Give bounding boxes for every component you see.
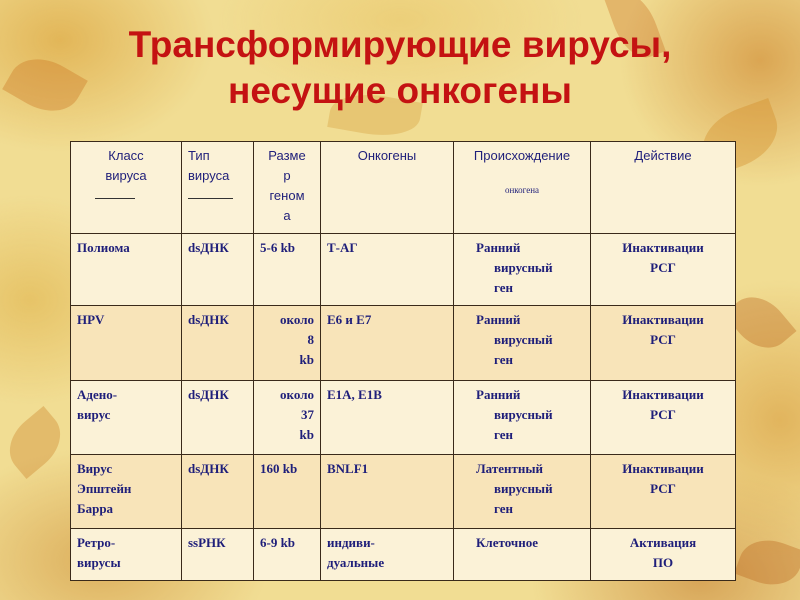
cell-action-line: Инактивации <box>622 386 704 402</box>
cell-oncogenes-line: дуальные <box>327 555 385 571</box>
table-row <box>71 454 736 528</box>
table-header-row <box>71 142 736 234</box>
cell-action <box>591 529 736 581</box>
cell-origin-line: ген <box>494 500 513 516</box>
cell-virus-type <box>182 380 254 454</box>
cell-genome-size <box>254 380 321 454</box>
cell-origin-line: вирусный <box>494 332 553 348</box>
cell-action-line: ПО <box>652 555 674 571</box>
cell-origin <box>454 454 591 528</box>
cell-action-line: РСГ <box>650 332 676 348</box>
cell-virus-type-line: dsДНК <box>188 239 229 255</box>
cell-origin <box>454 529 591 581</box>
table-body <box>71 233 736 580</box>
cell-origin <box>454 233 591 305</box>
cell-origin-line: ген <box>494 279 513 295</box>
cell-origin <box>454 380 591 454</box>
header-oncogenes: Онкогены <box>321 142 454 234</box>
cell-genome-size <box>254 454 321 528</box>
header-action: Действие <box>591 142 736 234</box>
cell-oncogenes <box>321 380 454 454</box>
cell-genome-size-line: kb <box>299 426 314 442</box>
table-row <box>71 380 736 454</box>
viruses-table <box>70 141 736 581</box>
cell-oncogenes <box>321 306 454 380</box>
header-virus-type: Тип вируса <box>182 142 254 234</box>
cell-origin-line: ген <box>494 352 513 368</box>
cell-origin-line: ген <box>494 426 513 442</box>
cell-action-line: РСГ <box>650 259 676 275</box>
cell-virus-class <box>71 306 182 380</box>
table-row <box>71 306 736 380</box>
cell-genome-size <box>254 306 321 380</box>
cell-oncogenes-line: Т-АГ <box>327 239 358 255</box>
cell-oncogenes-line: E1A, E1B <box>327 386 382 402</box>
cell-action-line: Инактивации <box>622 239 704 255</box>
cell-virus-type <box>182 306 254 380</box>
table-row <box>71 529 736 581</box>
cell-origin-line: Латентный <box>476 460 544 476</box>
cell-virus-class <box>71 233 182 305</box>
header-origin: Происхождение онкогена <box>454 142 591 234</box>
cell-virus-type-line: dsДНК <box>188 460 229 476</box>
cell-origin-line: вирусный <box>494 259 553 275</box>
cell-virus-class <box>71 454 182 528</box>
cell-oncogenes <box>321 233 454 305</box>
cell-virus-type-line: ssРНК <box>188 535 226 551</box>
header-virus-class: Класс вируса <box>71 142 182 234</box>
cell-virus-type <box>182 454 254 528</box>
cell-origin-line: Ранний <box>476 386 521 402</box>
cell-genome-size <box>254 529 321 581</box>
cell-virus-type-line: dsДНК <box>188 312 229 328</box>
cell-virus-class <box>71 529 182 581</box>
cell-action-line: Активация <box>629 535 697 551</box>
cell-virus-class-line: Полиома <box>77 239 130 255</box>
cell-action-line: Инактивации <box>622 312 704 328</box>
cell-oncogenes <box>321 529 454 581</box>
cell-action <box>591 454 736 528</box>
cell-genome-size-line: около <box>280 386 314 402</box>
header-origin-sub: онкогена <box>504 185 540 195</box>
cell-virus-type <box>182 233 254 305</box>
slide-title <box>0 22 800 114</box>
autumn-leaf-decoration <box>734 531 800 594</box>
cell-origin-line: вирусный <box>494 406 553 422</box>
header-genome-size: Разме р геном а <box>254 142 321 234</box>
cell-virus-class-line: вирусы <box>77 555 121 571</box>
autumn-leaf-decoration <box>0 406 72 479</box>
cell-action <box>591 233 736 305</box>
cell-virus-class-line: Барра <box>77 500 114 516</box>
cell-action <box>591 380 736 454</box>
cell-origin-line: Клеточное <box>476 535 538 551</box>
cell-oncogenes-line: Е6 и Е7 <box>327 312 372 328</box>
cell-origin <box>454 306 591 380</box>
cell-genome-size-line: 8 <box>307 332 314 348</box>
cell-virus-type-line: dsДНК <box>188 386 229 402</box>
cell-oncogenes <box>321 454 454 528</box>
cell-genome-size-line: 6-9 kb <box>260 535 296 551</box>
cell-genome-size-line: 37 <box>301 406 314 422</box>
cell-genome-size-line: около <box>280 312 314 328</box>
cell-virus-class-line: вирус <box>77 406 111 422</box>
cell-genome-size-line: kb <box>299 352 314 368</box>
cell-origin-line: Ранний <box>476 312 521 328</box>
cell-virus-class-line: Адено- <box>77 386 118 402</box>
cell-virus-class <box>71 380 182 454</box>
cell-action-line: РСГ <box>650 406 676 422</box>
cell-action-line: РСГ <box>650 480 676 496</box>
cell-virus-class-line: HPV <box>77 312 105 328</box>
cell-virus-class-line: Вирус <box>77 460 113 476</box>
cell-oncogenes-line: индиви- <box>327 535 375 551</box>
cell-genome-size-line: 160 kb <box>260 460 298 476</box>
title-line-2: несущие онкогены <box>228 70 572 111</box>
cell-action-line: Инактивации <box>622 460 704 476</box>
cell-virus-class-line: Ретро- <box>77 535 116 551</box>
cell-oncogenes-line: BNLF1 <box>327 460 369 476</box>
cell-genome-size-line: 5-6 kb <box>260 239 296 255</box>
cell-genome-size <box>254 233 321 305</box>
cell-action <box>591 306 736 380</box>
table-row <box>71 233 736 305</box>
cell-virus-type <box>182 529 254 581</box>
cell-virus-class-line: Эпштейн <box>77 480 132 496</box>
cell-origin-line: вирусный <box>494 480 553 496</box>
title-line-1: Трансформирующие вирусы, <box>128 24 672 65</box>
cell-origin-line: Ранний <box>476 239 521 255</box>
